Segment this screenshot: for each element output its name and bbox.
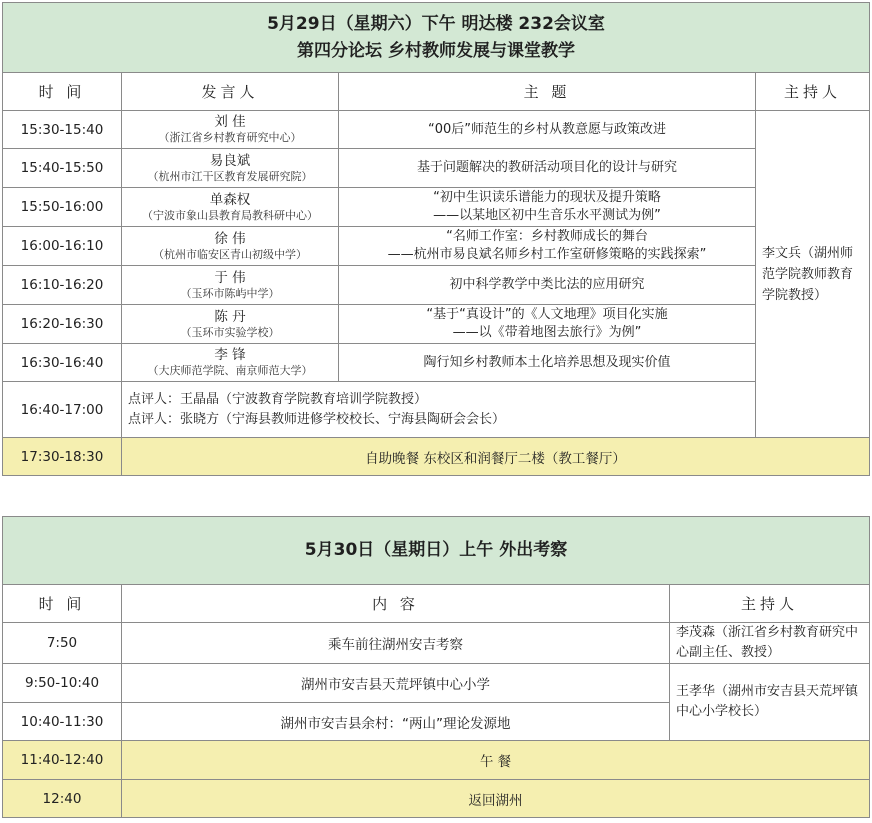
commentator-line: 点评人：王晶晶（宁波教育学院教育培训学院教授） xyxy=(128,391,428,407)
time-cell: 10:40-11:30 xyxy=(3,703,122,741)
lunch-row xyxy=(3,741,870,780)
session1-header-row xyxy=(3,73,870,111)
topic-line: 初中科学教学中类比法的应用研究 xyxy=(449,277,645,292)
speaker-org: （杭州市江干区教育发展研究院） xyxy=(147,169,313,183)
time-cell: 16:20-16:30 xyxy=(3,305,122,344)
dinner-row xyxy=(3,438,870,476)
commentators-cell xyxy=(122,382,756,438)
speaker-org: （大庆师范学院、南京师范大学） xyxy=(147,364,313,377)
topic-line: 陶行知乡村教师本土化培养思想及现实价值 xyxy=(423,354,671,370)
topic-line: 基于问题解决的教研活动项目化的设计与研究 xyxy=(416,160,677,175)
session2-title: 5月30日（星期日）上午 外出考察 xyxy=(304,540,568,560)
speaker-org: （浙江省乡村教育研究中心） xyxy=(158,131,302,144)
time-cell: 7:50 xyxy=(3,623,122,664)
time-cell: 16:40-17:00 xyxy=(3,382,122,438)
speaker-name: 陈 丹 xyxy=(214,308,246,325)
host-cell: 王孝华（湖州市安吉县天荒坪镇中心小学校长） xyxy=(670,664,870,741)
topic-line: “基于“真设计”的《人文地理》项目化实施 xyxy=(426,307,668,322)
table-row xyxy=(3,227,870,266)
header-time: 时 间 xyxy=(3,585,122,623)
topic-cell xyxy=(339,188,756,227)
return-cell: 返回湖州 xyxy=(122,780,870,818)
speaker-cell xyxy=(122,149,339,188)
speaker-org: （玉环市实验学校） xyxy=(180,325,280,339)
speaker-name: 易良斌 xyxy=(209,152,251,169)
time-cell: 15:50-16:00 xyxy=(3,188,122,227)
field-trip-schedule-table xyxy=(2,516,870,818)
content-cell: 湖州市安吉县天荒坪镇中心小学 xyxy=(122,664,670,703)
session1-title-row xyxy=(3,3,870,73)
topic-line: “00后”师范生的乡村从教意愿与政策改进 xyxy=(427,121,666,137)
table-row xyxy=(3,623,870,664)
header-speaker: 发言人 xyxy=(122,73,339,111)
header-host: 主持人 xyxy=(670,585,870,623)
time-cell: 15:30-15:40 xyxy=(3,111,122,149)
return-row xyxy=(3,780,870,818)
forum-4-schedule-table xyxy=(2,2,870,476)
topic-cell xyxy=(339,227,756,266)
speaker-cell xyxy=(122,344,339,382)
comment-row xyxy=(3,382,870,438)
topic-line: ——杭州市易良斌名师乡村工作室研修策略的实践探索” xyxy=(387,247,707,262)
host-cell: 李茂森（浙江省乡村教育研究中心副主任、教授） xyxy=(670,623,870,664)
lunch-cell: 午 餐 xyxy=(122,741,870,780)
table-row xyxy=(3,664,870,703)
topic-cell xyxy=(339,266,756,305)
time-cell: 16:30-16:40 xyxy=(3,344,122,382)
time-cell: 9:50-10:40 xyxy=(3,664,122,703)
time-cell: 16:00-16:10 xyxy=(3,227,122,266)
time-cell: 11:40-12:40 xyxy=(3,741,122,780)
topic-line: ——以某地区初中生音乐水平测试为例” xyxy=(433,208,661,223)
topic-cell xyxy=(339,344,756,382)
speaker-name: 于 伟 xyxy=(214,269,246,286)
speaker-org: （杭州市临安区青山初级中学） xyxy=(153,247,307,261)
speaker-name: 单森权 xyxy=(209,191,251,208)
speaker-cell xyxy=(122,266,339,305)
topic-cell xyxy=(339,305,756,344)
table-row xyxy=(3,305,870,344)
speaker-name: 徐 伟 xyxy=(214,230,246,247)
time-cell: 16:10-16:20 xyxy=(3,266,122,305)
time-cell: 17:30-18:30 xyxy=(3,438,122,476)
topic-cell xyxy=(339,149,756,188)
session2-header-row xyxy=(3,585,870,623)
content-cell: 乘车前往湖州安吉考察 xyxy=(122,623,670,664)
header-content: 内 容 xyxy=(122,585,670,623)
time-cell: 15:40-15:50 xyxy=(3,149,122,188)
session1-forum-title: 第四分论坛 乡村教师发展与课堂教学 xyxy=(297,40,575,61)
header-time: 时 间 xyxy=(3,73,122,111)
table-row xyxy=(3,266,870,305)
dinner-cell: 自助晚餐 东校区和润餐厅二楼（教工餐厅） xyxy=(122,438,870,476)
speaker-name: 刘 佳 xyxy=(214,114,246,130)
table-row xyxy=(3,149,870,188)
topic-line: “名师工作室：乡村教师成长的舞台 xyxy=(446,229,648,244)
commentator-line: 点评人：张晓方（宁海县教师进修学校校长、宁海县陶研会会长） xyxy=(128,411,506,427)
table-row xyxy=(3,344,870,382)
session1-date-location: 5月29日（星期六）下午 明达楼 232会议室 xyxy=(267,13,605,34)
speaker-org: （宁波市象山县教育局教科研中心） xyxy=(142,208,318,222)
time-cell: 12:40 xyxy=(3,780,122,818)
session2-title-row xyxy=(3,517,870,585)
topic-cell xyxy=(339,111,756,149)
topic-line: “初中生识读乐谱能力的现状及提升策略 xyxy=(433,190,661,205)
header-host: 主持人 xyxy=(756,73,870,111)
speaker-cell xyxy=(122,305,339,344)
table-row xyxy=(3,188,870,227)
speaker-cell xyxy=(122,188,339,227)
speaker-cell xyxy=(122,111,339,149)
speaker-cell xyxy=(122,227,339,266)
speaker-name: 李 锋 xyxy=(214,347,246,363)
speaker-org: （玉环市陈屿中学） xyxy=(180,286,280,300)
host-cell: 李文兵（湖州师范学院教师教育学院教授） xyxy=(756,111,870,438)
content-cell: 湖州市安吉县余村：“两山”理论发源地 xyxy=(122,703,670,741)
header-topic: 主 题 xyxy=(339,73,756,111)
topic-line: ——以《带着地图去旅行》为例” xyxy=(452,325,642,340)
table-row xyxy=(3,111,870,149)
